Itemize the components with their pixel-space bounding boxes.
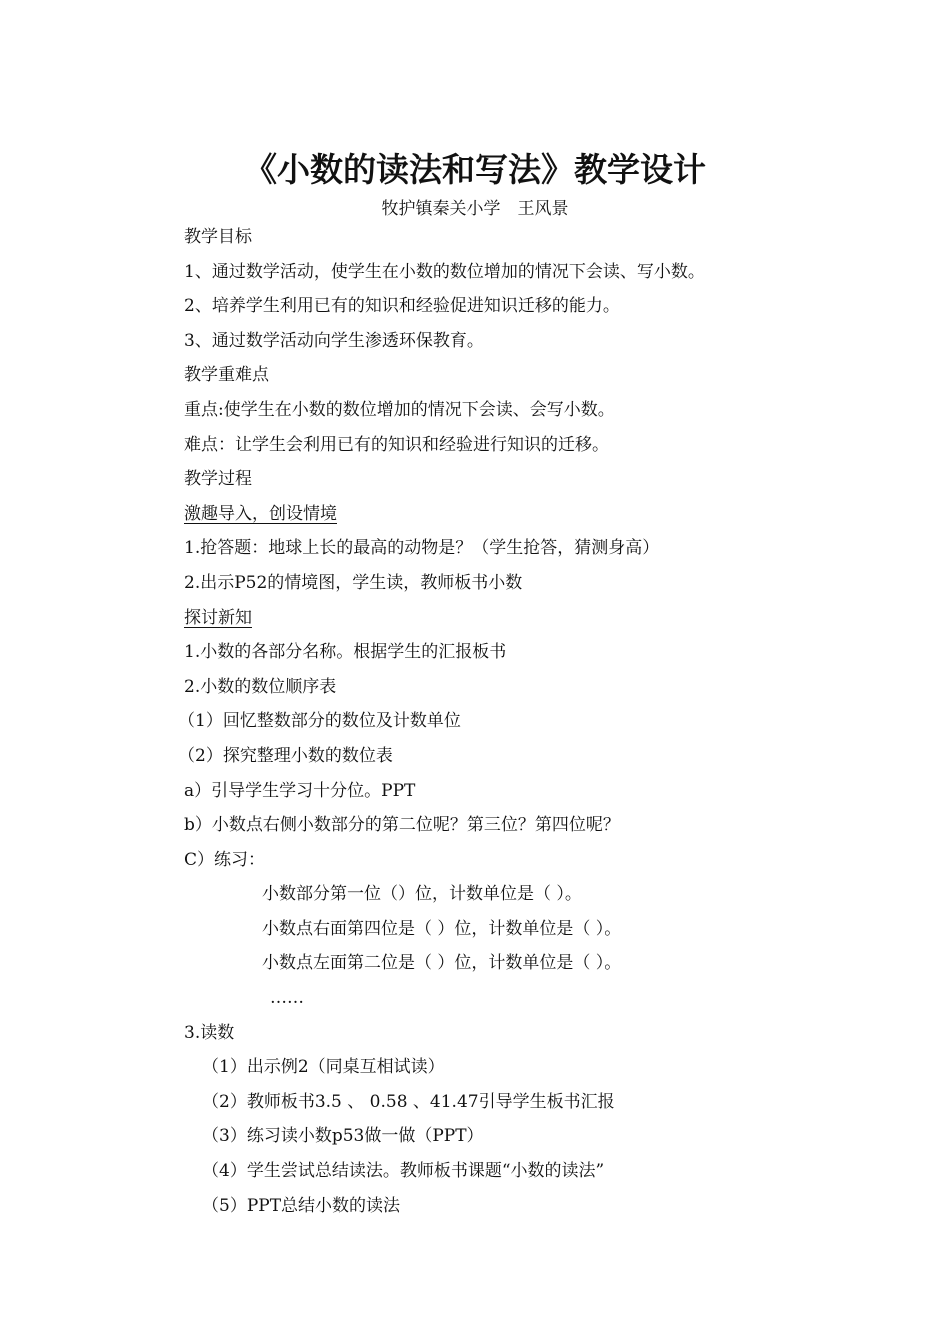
explore-step-2: 2.小数的数位顺序表 [184, 676, 337, 697]
explore-step-1: 1.小数的各部分名称。根据学生的汇报板书 [184, 642, 507, 663]
document-title: 《小数的读法和写法》教学设计 [244, 150, 706, 189]
exercise-line-1: 小数部分第一位（）位，计数单位是（ ）。 [262, 884, 582, 905]
section-heading-process: 教学过程 [184, 469, 252, 490]
section-heading-key-points: 教学重难点 [184, 365, 269, 386]
explore-item-c: C）练习： [184, 849, 266, 870]
document-body [178, 220, 824, 1223]
reading-heading: 3.读数 [184, 1022, 235, 1043]
reading-step-2: （2）教师板书3.5 、 0.58 、41.47引导学生板书汇报 [202, 1091, 615, 1112]
exercise-line-2: 小数点右面第四位是（ ）位，计数单位是（ ）。 [262, 918, 622, 939]
explore-item-b: b）小数点右侧小数部分的第二位呢？第三位？第四位呢？ [184, 815, 620, 836]
difficult-point: 难点：让学生会利用已有的知识和经验进行知识的迁移。 [184, 434, 609, 455]
goal-item-1: 1、通过数学活动，使学生在小数的数位增加的情况下会读、写小数。 [184, 261, 705, 282]
reading-step-4: （4）学生尝试总结读法。教师板书课题“小数的读法” [202, 1161, 605, 1182]
goal-item-3: 3、通过数学活动向学生渗透环保教育。 [184, 330, 484, 351]
exercise-ellipsis: …… [270, 988, 304, 1009]
document-author: 牧护镇秦关小学 王风景 [381, 199, 569, 219]
goal-item-2: 2、培养学生利用已有的知识和经验促进知识迁移的能力。 [184, 296, 620, 317]
explore-sub-2: （2）探究整理小数的数位表 [178, 745, 393, 766]
reading-step-1: （1）出示例2（同桌互相试读） [202, 1057, 445, 1078]
reading-step-5: （5）PPT总结小数的读法 [202, 1195, 401, 1216]
section-heading-goals: 教学目标 [184, 227, 252, 247]
exercise-line-3: 小数点左面第二位是（ ）位，计数单位是（ ）。 [262, 953, 622, 974]
reading-step-3: （3）练习读小数p53做一做（PPT） [202, 1126, 484, 1147]
explore-sub-1: （1）回忆整数部分的数位及计数单位 [178, 711, 461, 732]
key-point: 重点:使学生在小数的数位增加的情况下会读、会写小数。 [184, 399, 615, 420]
intro-step-2: 2.出示P52的情境图，学生读，教师板书小数 [184, 572, 523, 593]
intro-step-1: 1.抢答题：地球上长的最高的动物是？（学生抢答，猜测身高） [184, 538, 660, 559]
subheading-introduction: 激趣导入，创设情境 [184, 503, 337, 524]
subheading-explore: 探讨新知 [184, 607, 252, 628]
explore-item-a: a）引导学生学习十分位。PPT [184, 780, 416, 801]
